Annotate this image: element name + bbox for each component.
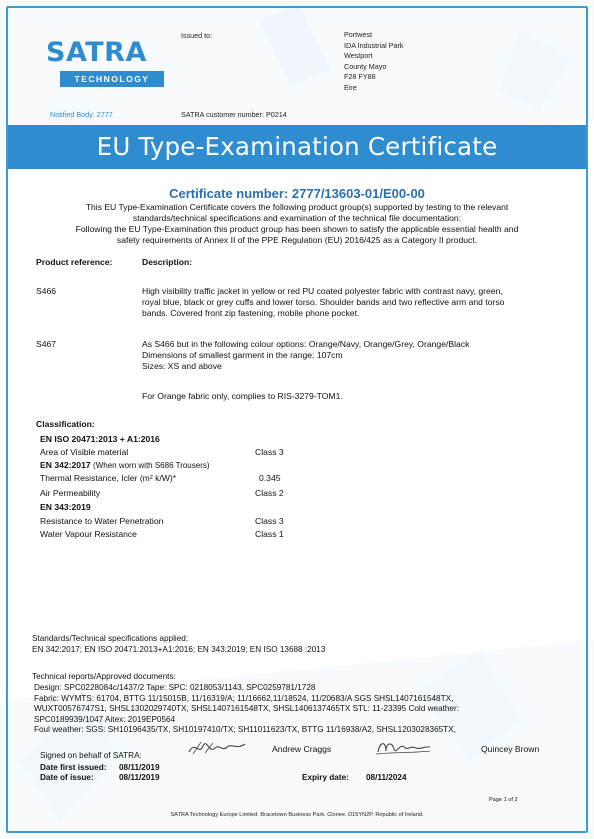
address-line: IDA Industrial Park xyxy=(344,40,404,50)
intro-line: standards/technical specifications and examination of the technical file documentation: xyxy=(132,213,462,223)
signer-1-name: Andrew Craggs xyxy=(272,744,332,754)
address-block xyxy=(344,30,404,93)
classification-label: Air Permeability xyxy=(40,488,101,498)
product-ref: S466 xyxy=(36,286,57,296)
company-footer: SATRA Technology Europe Limited. Bracetown Business Park. Clonee. D15YN2P. Republic of Ireland. xyxy=(170,812,424,818)
certificate-title-banner: EU Type-Examination Certificate xyxy=(8,125,586,169)
customer-number: SATRA customer number: P0214 xyxy=(181,110,287,119)
classification-value: Class 1 xyxy=(255,529,284,539)
signature-2-image xyxy=(374,737,432,757)
page-number: Page 1 of 2 xyxy=(489,797,518,803)
report-line: Design: SPC0228084c/1437/2 Tape: SPC: 0218053/1143, SPC0259781/1728 xyxy=(34,683,316,692)
classification-standard: EN ISO 20471:2013 + A1:2016 xyxy=(40,434,160,444)
intro-text xyxy=(40,202,554,246)
classification-standard: EN 343:2019 xyxy=(40,502,91,512)
classification-standard-row xyxy=(40,460,210,470)
signer-2-name: Quincey Brown xyxy=(481,744,540,754)
date-of-issue: 08/11/2019 xyxy=(119,773,160,782)
classification-value: Class 2 xyxy=(255,488,284,498)
notified-body: Notified Body: 2777 xyxy=(50,110,113,119)
report-line: SPC0189939/1047 Aitex: 2019EP0564 xyxy=(34,714,176,724)
address-line: F28 FY88 xyxy=(344,72,376,81)
description-line: Dimensions of smallest garment in the range: 107cm xyxy=(142,350,343,361)
signed-label: Signed on behalf of SATRA: xyxy=(40,751,142,760)
satra-logo xyxy=(46,39,164,91)
product-description xyxy=(142,286,562,320)
product-note: For Orange fabric only, complies to RIS-3279-TOM1. xyxy=(142,391,343,401)
address-line: Eire xyxy=(344,82,357,92)
expiry-date: 08/11/2024 xyxy=(366,773,407,782)
description-line: bands. Covered front zip fastening, mobile phone pocket. xyxy=(142,308,360,319)
standards-heading: Standards/Technical specifications applied: xyxy=(32,634,189,643)
description-line: Sizes: XS and above xyxy=(142,361,222,372)
classification-heading: Classification: xyxy=(36,419,95,429)
date-first-issued: 08/11/2019 xyxy=(119,763,160,772)
date-first-issued-label: Date first issued: xyxy=(40,763,107,772)
report-line: Foul weather: SGS: SH10196435/TX, SH10197410/TX; SH11011623/TX, BTTG 11/16938/A2, SHSL1203028365TX, xyxy=(34,725,456,735)
address-line: Portwest xyxy=(344,30,372,39)
reports-list xyxy=(34,683,574,736)
product-ref-header: Product reference: xyxy=(36,257,113,267)
classification-label: Water Vapour Resistance xyxy=(40,529,137,539)
issued-to-label: Issued to: xyxy=(181,31,213,40)
classification-label: Thermal Resistance, Icler (m² k/W)* xyxy=(40,473,177,483)
classification-standard: EN 342:2017 xyxy=(40,460,91,470)
classification-label: Resistance to Water Penetration xyxy=(40,516,164,526)
intro-line: This EU Type-Examination Certificate covers the following product group(s) supported by testing to the relevant xyxy=(85,202,509,212)
description-line: royal blue, black or grey cuffs and lower torso. Shoulder bands and two reflective arm and torso xyxy=(142,297,505,308)
product-ref: S467 xyxy=(36,339,57,349)
intro-line: Following the EU Type-Examination this product group has been shown to satisfy the applicable essential health and xyxy=(75,224,519,234)
logo-main-text: SATRA xyxy=(46,37,147,68)
report-line: WUXT00576747S1, SHSL1302029740TX, SHSL1407161548TX, SHSL1406137465TX STL: 11-23395 Cold weather: xyxy=(34,704,459,714)
description-line: High visibility traffic jacket in yellow or red PU coated polyester fabric with contrast navy, green, xyxy=(142,286,503,296)
signature-1-image xyxy=(187,738,247,758)
description-line: As S466 but in the following colour options: Orange/Navy, Orange/Grey, Orange/Black xyxy=(142,339,470,349)
expiry-date-label: Expiry date: xyxy=(302,773,349,782)
classification-value: Class 3 xyxy=(255,447,284,457)
date-of-issue-label: Date of issue: xyxy=(40,773,94,782)
address-line: County Mayo xyxy=(344,61,387,71)
classification-value: 0.345 xyxy=(259,473,281,483)
product-description xyxy=(142,339,562,373)
classification-value: Class 3 xyxy=(255,516,284,526)
intro-line: safety requirements of Annex II of the PPE Regulation (EU) 2016/425 as a Category II product. xyxy=(116,235,478,245)
certificate-number: Certificate number: 2777/13603-01/E00-00 xyxy=(169,186,425,201)
description-header: Description: xyxy=(142,257,193,267)
logo-sub-text: TECHNOLOGY xyxy=(60,71,164,87)
reports-heading: Technical reports/Approved documents: xyxy=(32,672,176,681)
address-line: Westport xyxy=(344,51,373,60)
standards-list: EN 342:2017; EN ISO 20471:2013+A1:2016; EN 343:2019; EN ISO 13688 :2013 xyxy=(32,645,326,654)
classification-label: Area of Visible material xyxy=(40,447,129,457)
report-line: Fabric: WYMTS: 61704, BTTG 11/15015B, 11/16319/A; 11/16662,11/18524, 11/20683/A SGS SHSL1407161548TX, xyxy=(34,693,454,703)
classification-standard-note: (When worn with S686 Trousers) xyxy=(93,461,210,470)
